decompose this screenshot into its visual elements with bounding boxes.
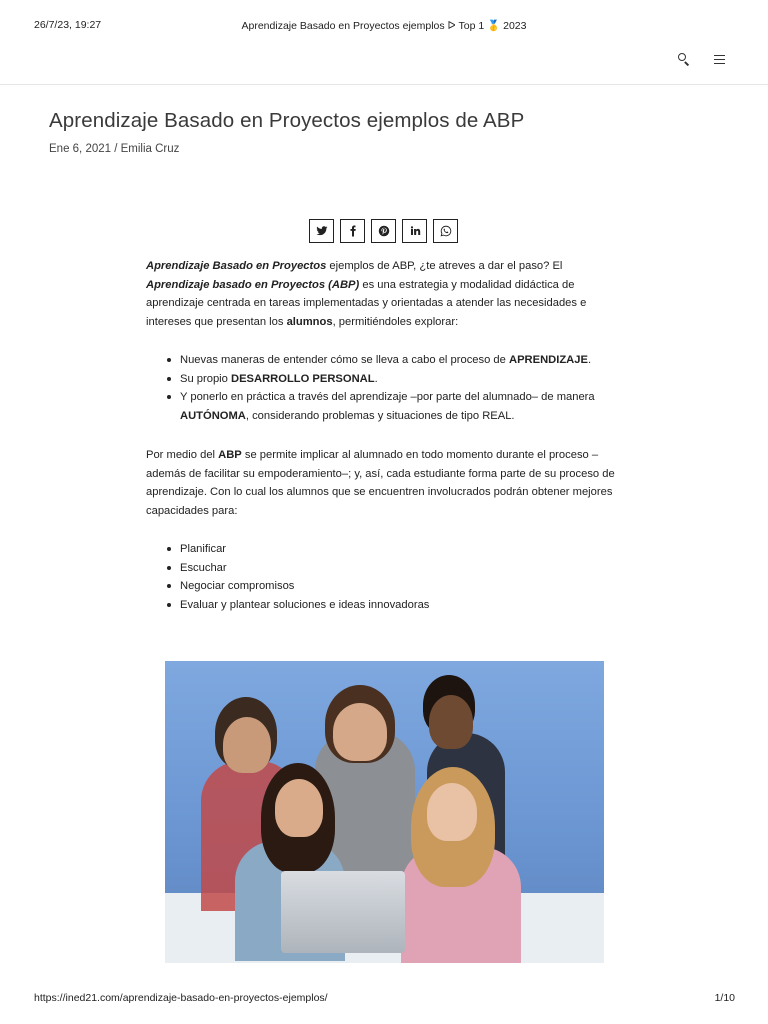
abp-paragraph: Por medio del ABP se permite implicar al alumnado en todo momento durante el proceso –además de facilitar su empoderamiento–; y, así, cada estudiante forma parte de su proceso de aprendizaje. Con lo cual los alumnos que se encuentren involucrados podrán obtener mejores capacidades para: <box>146 449 615 517</box>
pinterest-share-button[interactable] <box>371 219 396 243</box>
header-nav <box>676 51 728 67</box>
share-buttons <box>309 219 458 243</box>
intro-bold-1: Aprendizaje Basado en Proyectos <box>146 260 327 272</box>
laptop <box>281 871 405 953</box>
linkedin-icon <box>409 225 421 237</box>
list-item: Planificar <box>146 540 622 559</box>
facebook-share-button[interactable] <box>340 219 365 243</box>
list-item: Evaluar y plantear soluciones e ideas innovadoras <box>146 596 622 615</box>
whatsapp-icon <box>440 225 452 237</box>
search-icon[interactable] <box>676 51 692 67</box>
twitter-icon <box>316 225 328 237</box>
post-meta: Ene 6, 2021 / Emilia Cruz <box>49 143 180 155</box>
facebook-icon <box>347 225 359 237</box>
post-title: Aprendizaje Basado en Proyectos ejemplos de ABP <box>49 109 525 132</box>
skills-list <box>146 540 622 614</box>
twitter-share-button[interactable] <box>309 219 334 243</box>
list-item: Negociar compromisos <box>146 577 622 596</box>
intro-bold-3: alumnos <box>286 315 333 328</box>
students-laptop-photo <box>165 661 604 963</box>
whatsapp-share-button[interactable] <box>433 219 458 243</box>
intro-paragraph: Aprendizaje Basado en Proyectos ejemplos de ABP, ¿te atreves a dar el paso? El Aprendizaje basado en Proyectos (ABP) es una estrategia y modalidad didáctica de aprendizaje centrada en tareas implementadas y orientadas a atender las necesidades e intereses que presentan los alumnos, permitiéndoles explorar: <box>146 260 587 328</box>
list-item: Y ponerlo en práctica a través del aprendizaje –por parte del alumnado– de manera AUTÓNOMA, considerando problemas y situaciones de tipo REAL. <box>146 388 622 425</box>
list-item: Su propio DESARROLLO PERSONAL. <box>146 370 622 389</box>
explore-list <box>146 351 622 425</box>
print-page-title: Aprendizaje Basado en Proyectos ejemplos ᐅ Top 1 🥇 2023 <box>241 20 527 32</box>
print-datetime: 26/7/23, 19:27 <box>34 19 102 31</box>
intro-bold-2: Aprendizaje basado en Proyectos (ABP) <box>146 278 360 291</box>
abp-bold: ABP <box>218 449 242 461</box>
print-header <box>0 19 768 33</box>
pinterest-icon <box>378 225 390 237</box>
linkedin-share-button[interactable] <box>402 219 427 243</box>
article-content <box>146 257 622 614</box>
print-url: https://ined21.com/aprendizaje-basado-en-proyectos-ejemplos/ <box>34 992 328 1004</box>
list-item: Escuchar <box>146 559 622 578</box>
menu-icon[interactable] <box>712 51 728 67</box>
header-divider <box>0 84 768 85</box>
print-page-number: 1/10 <box>714 992 735 1004</box>
list-item: Nuevas maneras de entender cómo se lleva a cabo el proceso de APRENDIZAJE. <box>146 351 622 370</box>
